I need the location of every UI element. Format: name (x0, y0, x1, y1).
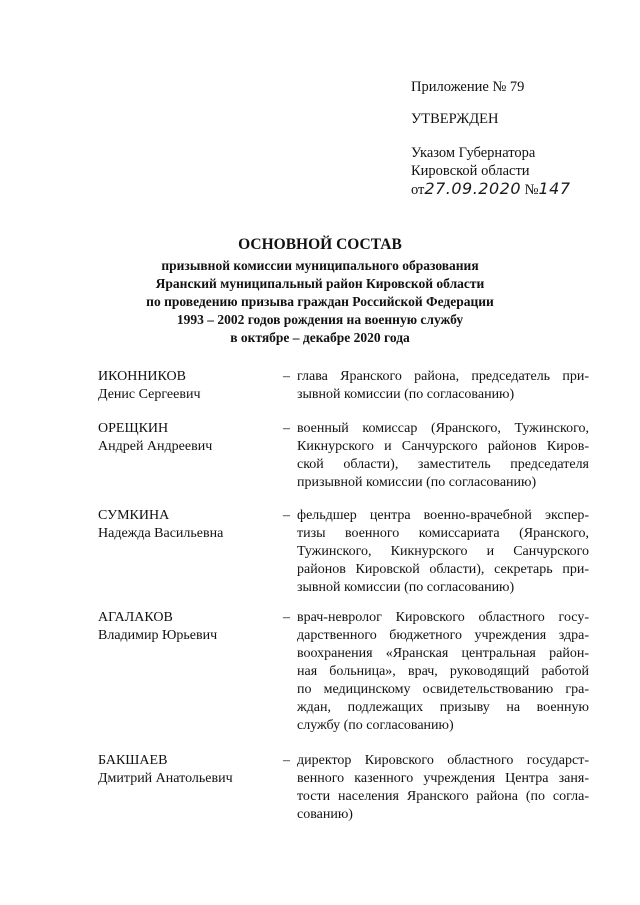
appendix-number: Приложение № 79 (411, 79, 525, 95)
handwritten-date: 27.09.2020 (424, 179, 522, 198)
role-line: по медицинскому освидетельствованию гра- (297, 682, 589, 697)
member-surname: ОРЕЩКИН (98, 421, 169, 436)
decree-date-line (411, 180, 571, 199)
role-line: венного казенного учреждения Центра заня- (297, 771, 589, 786)
role-line: ждан, подлежащих призыву на военную (297, 700, 589, 715)
dash: – (283, 421, 290, 436)
title-line-5: в октябре – декабре 2020 года (230, 330, 410, 345)
member-name (98, 507, 278, 543)
member-surname: СУМКИНА (98, 508, 170, 523)
member-role (297, 507, 589, 597)
role-line: врач-невролог Кировского областного госу- (297, 610, 589, 625)
title-line-2: Яранский муниципальный район Кировской области (155, 276, 485, 291)
dash: – (283, 753, 290, 768)
dash: – (283, 610, 290, 625)
member-role (297, 420, 589, 492)
member-name (98, 609, 278, 645)
role-line: ской области), заместитель председателя (297, 457, 589, 472)
role-line: дарственного бюджетного учреждения здра- (297, 628, 589, 643)
role-line: глава Яранского района, председатель при- (297, 369, 589, 384)
role-line: директор Кировского областного государст- (297, 753, 589, 768)
role-line: фельдшер центра военно-врачебной экспер- (297, 508, 589, 523)
title-line-4: 1993 – 2002 годов рождения на военную службу (176, 312, 464, 327)
date-prefix: от (411, 182, 425, 198)
role-line: военный комиссар (Яранского, Тужинского, (297, 421, 589, 436)
member-name (98, 368, 278, 404)
approved-label: УТВЕРЖДЕН (411, 111, 499, 127)
member-given-name: Андрей Андреевич (98, 439, 213, 454)
member-name (98, 752, 278, 788)
title-main: ОСНОВНОЙ СОСТАВ (238, 236, 402, 253)
role-line: Кикнурского и Санчурского районов Киров- (297, 439, 589, 454)
role-line: службу (по согласованию) (297, 718, 454, 733)
role-line: сованию) (297, 807, 353, 822)
member-surname: ИКОННИКОВ (98, 369, 186, 384)
role-line: ная больница», врач, руководящий работой (297, 664, 589, 679)
member-given-name: Дмитрий Анатольевич (98, 771, 233, 786)
title-line-3: по проведению призыва граждан Российской Федерации (146, 294, 494, 309)
role-line: зывной комиссии (по согласованию) (297, 387, 515, 402)
number-prefix: № (524, 182, 539, 198)
role-line: районов Кировской области), секретарь при- (297, 562, 589, 577)
member-given-name: Надежда Васильевна (98, 526, 224, 541)
member-name (98, 420, 278, 456)
handwritten-number: 147 (538, 179, 571, 198)
member-surname: АГАЛАКОВ (98, 610, 173, 625)
dash: – (283, 508, 290, 523)
member-given-name: Денис Сергеевич (98, 387, 201, 402)
member-surname: БАКШАЕВ (98, 753, 168, 768)
member-role (297, 609, 589, 735)
role-line: Тужинского, Кикнурского и Санчурского (297, 544, 589, 559)
role-line: зывной комиссии (по согласованию) (297, 580, 515, 595)
role-line: призывной комиссии (по согласованию) (297, 475, 537, 490)
decree-line-2: Кировской области (411, 163, 530, 179)
role-line: тизы военного комиссариата (Яранского, (297, 526, 589, 541)
member-role (297, 368, 589, 404)
title-line-1: призывной комиссии муниципального образования (161, 258, 479, 273)
member-role (297, 752, 589, 824)
decree-line-1: Указом Губернатора (411, 145, 536, 161)
role-line: тости населения Яранского района (по согла- (297, 789, 589, 804)
role-line: воохранения «Яранская центральная район- (297, 646, 589, 661)
member-given-name: Владимир Юрьевич (98, 628, 218, 643)
dash: – (283, 369, 290, 384)
